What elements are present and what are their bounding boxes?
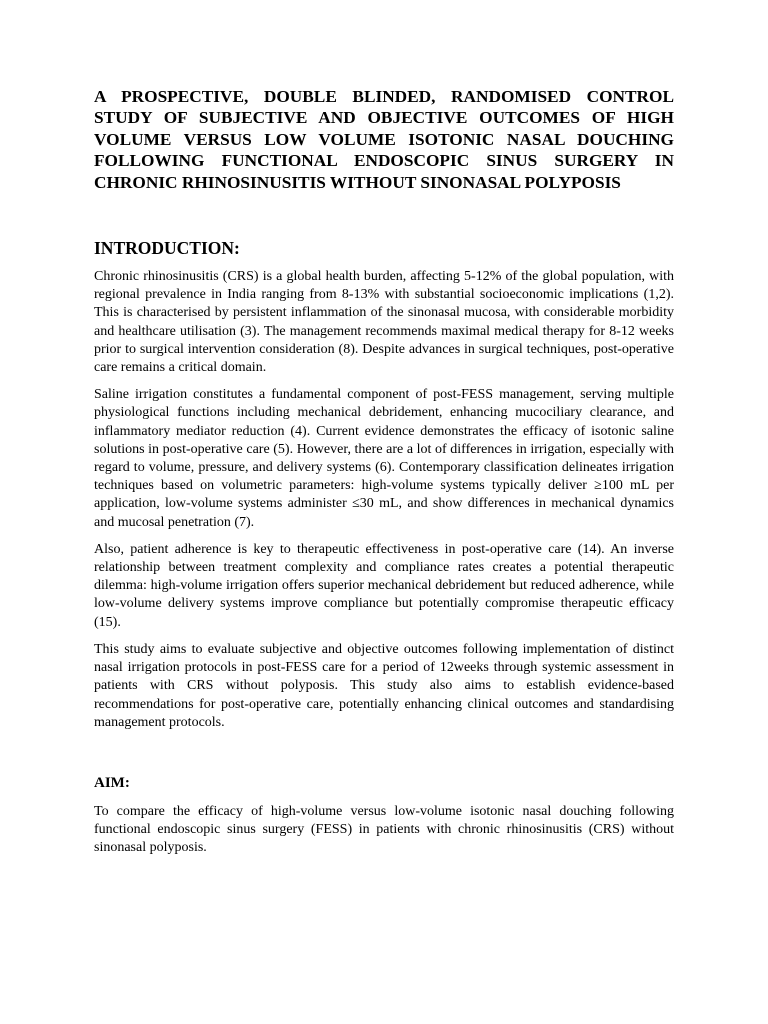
document-body: [94, 86, 674, 858]
introduction-heading: INTRODUCTION:: [94, 238, 240, 259]
introduction-paragraph-4: This study aims to evaluate subjective and objective outcomes following implementation of distinct nasal irrigation protocols in post-FESS care for a period of 12weeks through systemic assessment in patients with CRS without polyposis. This study also aims to establish evidence-based recommendations for post-operative care, potentially enhancing clinical outcomes and standardising management protocols.: [94, 641, 674, 730]
aim-heading: AIM:: [94, 774, 130, 791]
introduction-paragraph-3: Also, patient adherence is key to therapeutic effectiveness in post-operative care (14). An inverse relationship between treatment complexity and compliance rates creates a potential therapeutic dilemma: high-volume irrigation offers superior mechanical debridement but reduced adherence, while low-volume delivery systems improve compliance but potentially compromise therapeutic efficacy (15).: [94, 541, 674, 630]
introduction-paragraph-2: Saline irrigation constitutes a fundamental component of post-FESS management, serving multiple physiological functions including mechanical debridement, enhancing mucociliary clearance, and inflammatory mediator reduction (4). Current evidence demonstrates the efficacy of isotonic saline solutions in post-operative care (5). However, there are a lot of differences in irrigation, especially with regard to volume, pressure, and delivery systems (6). Contemporary classification delineates irrigation techniques based on volumetric parameters: high-volume systems typically deliver ≥100 mL per application, low-volume systems administer ≤30 mL, and show differences in mechanical dynamics and mucosal penetration (7).: [94, 387, 674, 530]
paper-title: A PROSPECTIVE, DOUBLE BLINDED, RANDOMISED CONTROL STUDY OF SUBJECTIVE AND OBJECTIVE OUTCOMES OF HIGH VOLUME VERSUS LOW VOLUME ISOTONIC NASAL DOUCHING FOLLOWING FUNCTIONAL ENDOSCOPIC SINUS SURGERY IN CHRONIC RHINOSINUSITIS WITHOUT SINONASAL POLYPOSIS: [94, 87, 674, 192]
introduction-paragraph-1: Chronic rhinosinusitis (CRS) is a global health burden, affecting 5-12% of the global population, with regional prevalence in India ranging from 8-13% with substantial socioeconomic implications (1,2). This is characterised by persistent inflammation of the sinonasal mucosa, with considerable morbidity and healthcare utilisation (3). The management recommends maximal medical therapy for 8-12 weeks prior to surgical intervention consideration (8). Despite advances in surgical techniques, post-operative care remains a critical domain.: [94, 269, 674, 376]
aim-paragraph: To compare the efficacy of high-volume versus low-volume isotonic nasal douching following functional endoscopic sinus surgery (FESS) in patients with chronic rhinosinusitis (CRS) without sinonasal polyposis.: [94, 803, 674, 856]
